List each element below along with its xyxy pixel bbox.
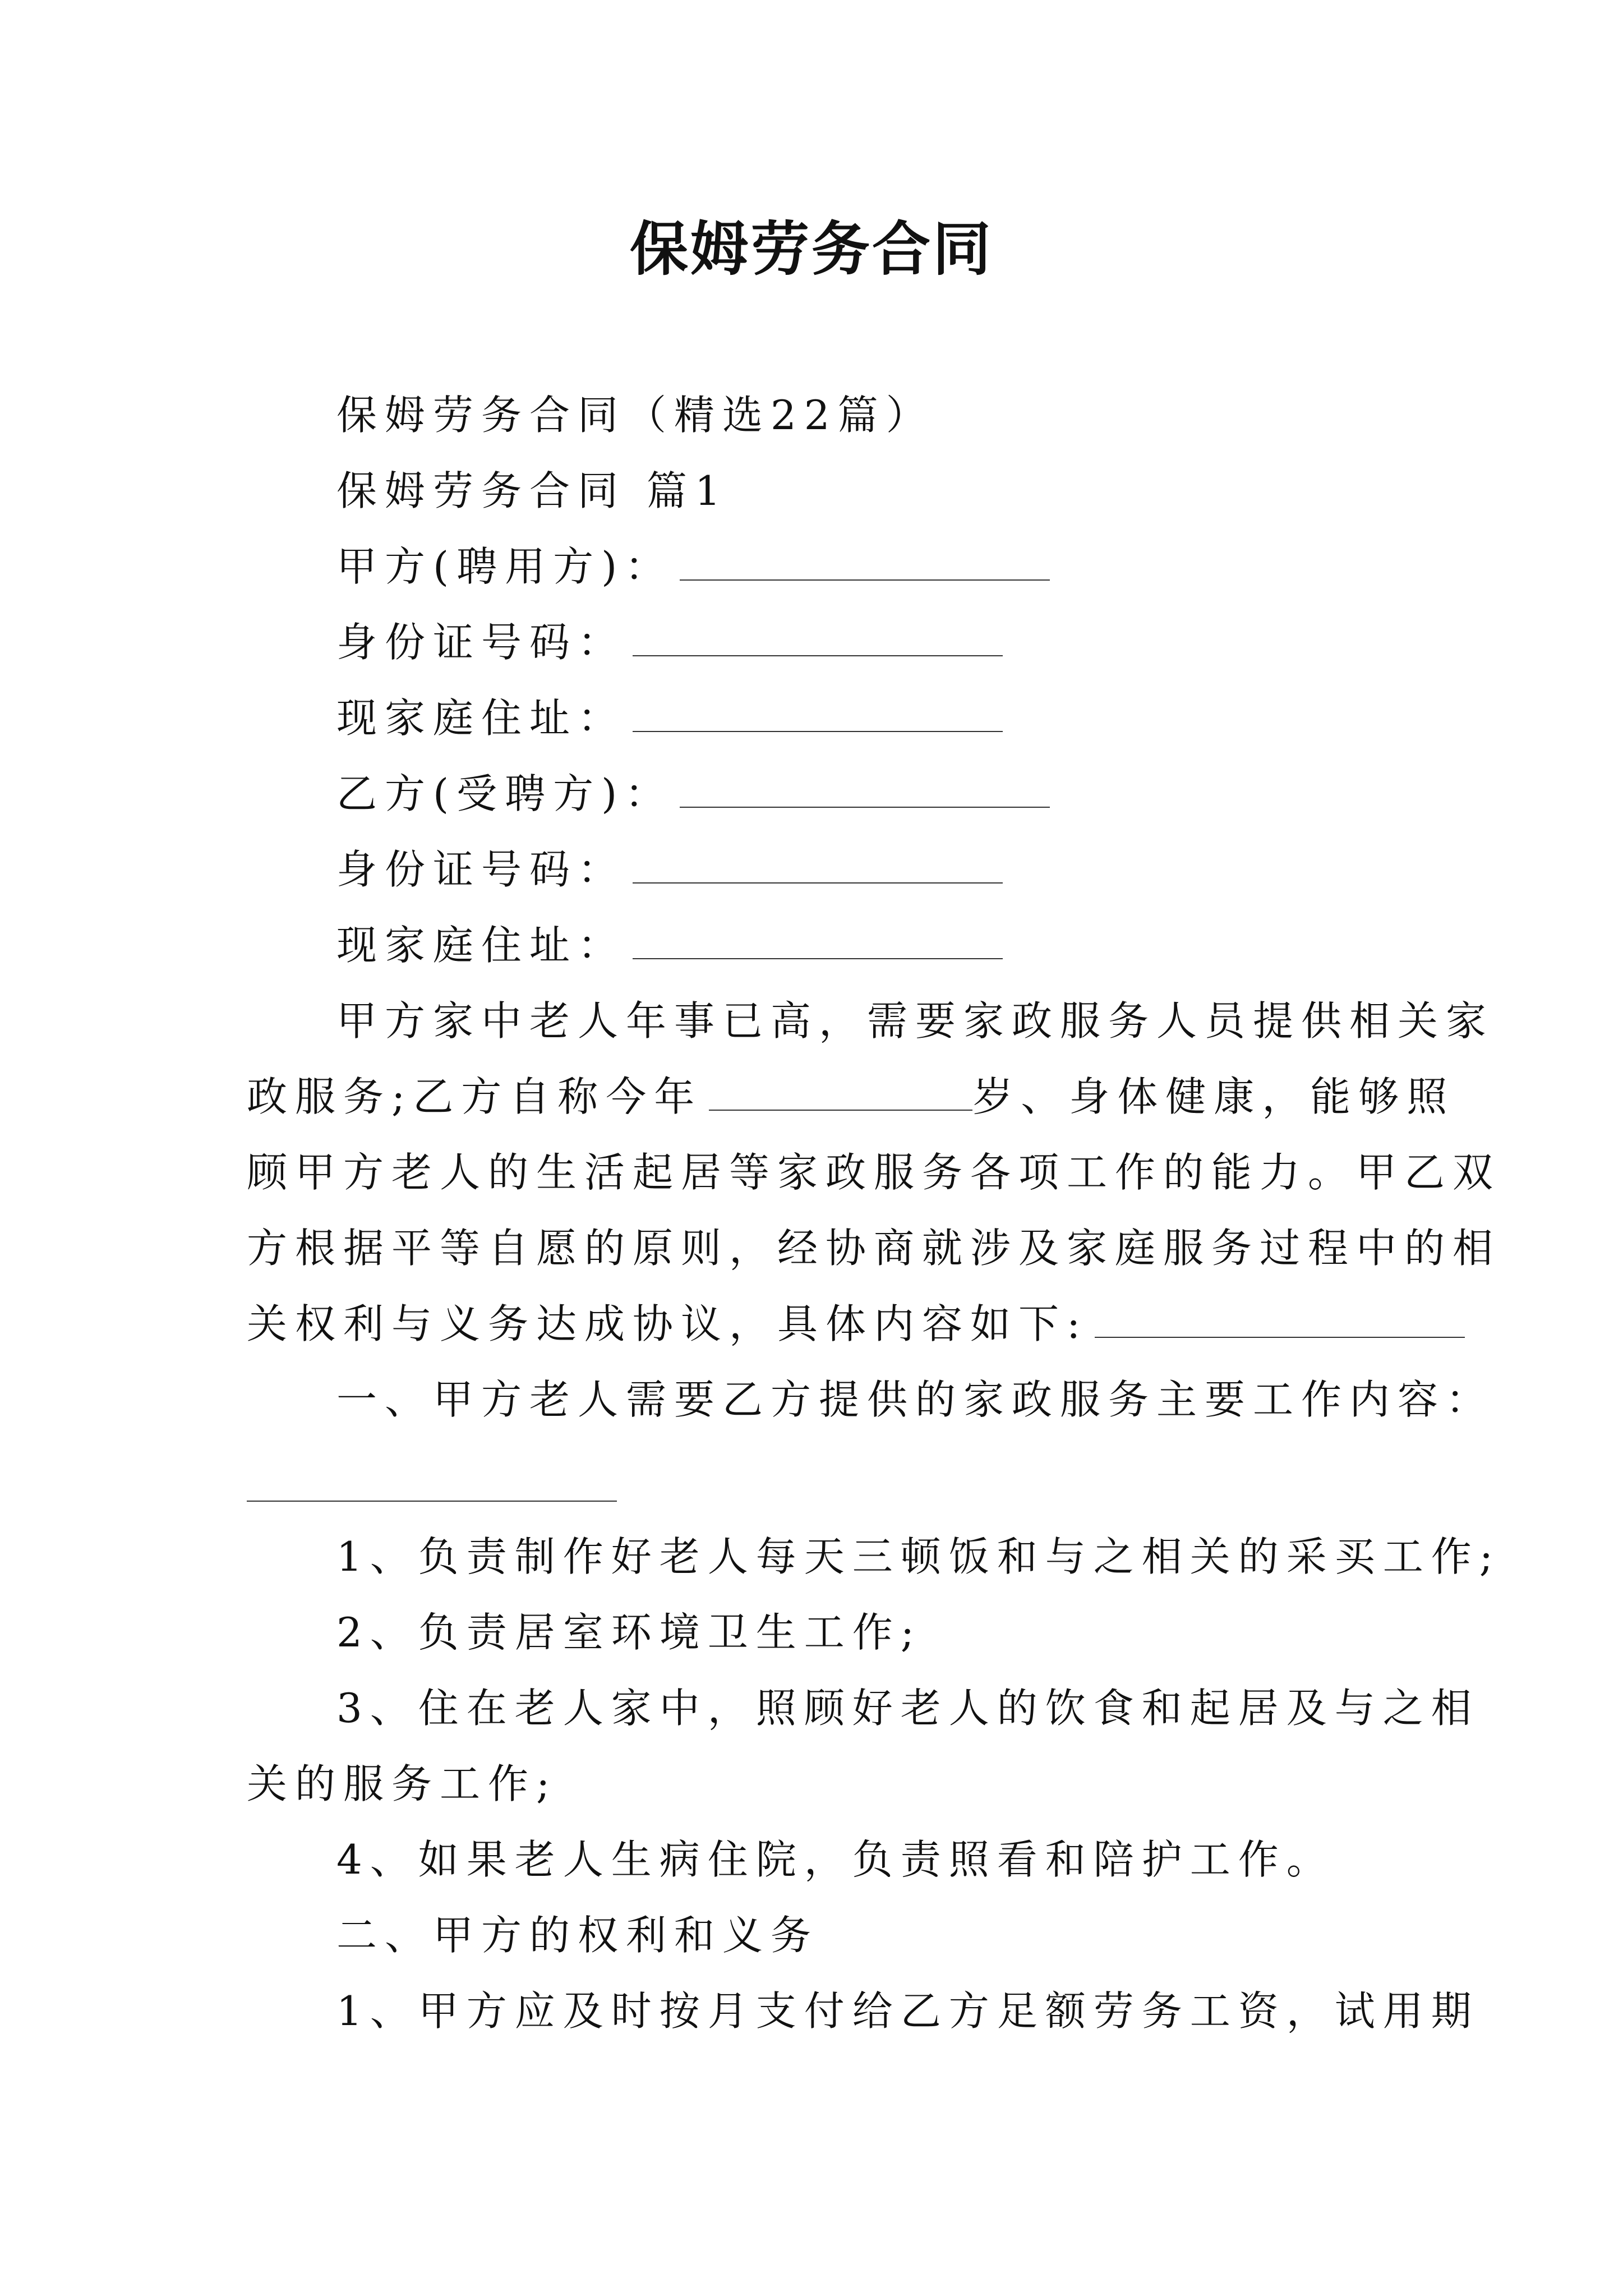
content-blank	[1095, 1335, 1465, 1338]
party-a-row	[336, 539, 1050, 595]
clause-2-item-1: 1、甲方应及时按月支付给乙方足额劳务工资，试用期	[336, 1987, 1479, 2035]
intro-line-5	[247, 1296, 1465, 1352]
party-b-address-row	[336, 917, 1003, 973]
clause-1-item-1: 1、负责制作好老人每天三顿饭和与之相关的采买工作;	[336, 1533, 1501, 1580]
clause-1-item-4: 4、如果老人生病住院，负责照看和陪护工作。	[336, 1836, 1335, 1883]
clause-1-item-3-cont: 关的服务工作;	[247, 1760, 558, 1807]
age-blank	[709, 1107, 972, 1111]
clause-1-item-3: 3、住在老人家中，照顾好老人的饮食和起居及与之相	[336, 1685, 1479, 1732]
section-heading: 保姆劳务合同 篇1	[336, 467, 728, 514]
intro-line-5-text: 关权利与义务达成协议，具体内容如下:	[247, 1300, 1089, 1347]
clause-1-item-2: 2、负责居室环境卫生工作;	[336, 1609, 923, 1656]
intro-line-2-start: 政服务;乙方自称今年	[247, 1073, 703, 1120]
party-b-id-blank	[633, 880, 1003, 884]
intro-line-4: 方根据平等自愿的原则，经协商就涉及家庭服务过程中的相	[247, 1225, 1501, 1272]
party-a-id-row	[336, 614, 1003, 670]
party-b-id-label: 身份证号码：	[336, 846, 626, 893]
party-a-address-blank	[633, 729, 1003, 732]
intro-line-3: 顾甲方老人的生活起居等家政服务各项工作的能力。甲乙双	[247, 1149, 1501, 1196]
intro-line-2	[247, 1069, 1455, 1125]
party-a-address-label: 现家庭住址：	[336, 694, 626, 742]
party-b-address-label: 现家庭住址：	[336, 922, 626, 969]
party-b-id-row	[336, 841, 1003, 898]
party-a-id-label: 身份证号码：	[336, 619, 626, 666]
clause-1-blank	[247, 1501, 617, 1502]
party-b-label: 乙方(受聘方)：	[336, 770, 674, 817]
party-a-blank	[680, 577, 1050, 581]
party-b-blank	[680, 804, 1050, 808]
party-a-label: 甲方(聘用方)：	[336, 543, 674, 590]
document-title: 保姆劳务合同	[629, 214, 993, 283]
party-b-address-blank	[633, 956, 1003, 959]
party-a-id-blank	[633, 653, 1003, 656]
intro-line-2-end: 岁、身体健康，能够照	[972, 1073, 1455, 1120]
document-subtitle: 保姆劳务合同（精选22篇）	[336, 392, 934, 439]
clause-1-heading: 一、甲方老人需要乙方提供的家政服务主要工作内容：	[336, 1376, 1495, 1423]
party-b-row	[336, 766, 1050, 822]
party-a-address-row	[336, 690, 1003, 746]
intro-line-1: 甲方家中老人年事已高，需要家政服务人员提供相关家	[336, 997, 1495, 1045]
clause-2-heading: 二、甲方的权利和义务	[336, 1912, 819, 1959]
